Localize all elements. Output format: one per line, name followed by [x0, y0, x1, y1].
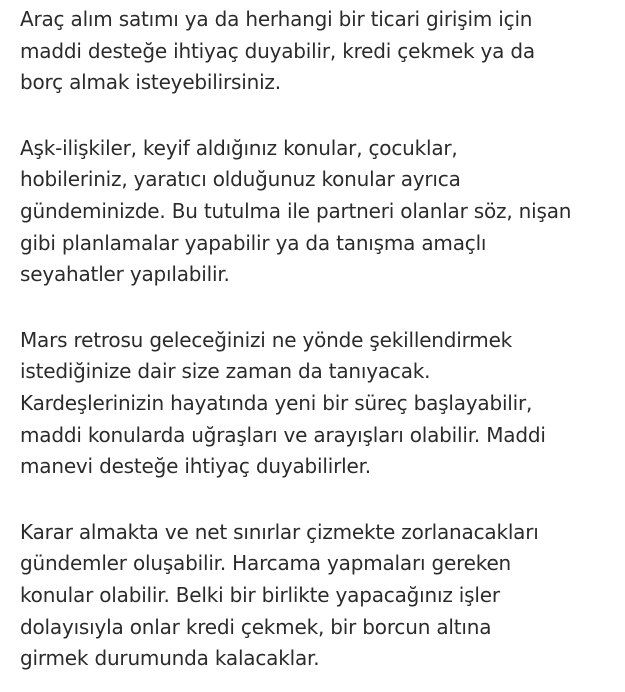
paragraph-love-relationships [20, 133, 605, 291]
text-line: manevi desteğe ihtiyaç duyabilirler. [20, 454, 371, 479]
text-line: seyahatler yapılabilir. [20, 262, 230, 287]
paragraph-financial-support [20, 4, 605, 99]
text-line: Karar almakta ve net sınırlar çizmekte zorlanacakları [20, 519, 539, 544]
text-line: borç almak isteyebilirsiniz. [20, 70, 281, 95]
text-line: girmek durumunda kalacaklar. [20, 646, 320, 671]
text-line: istediğinize dair size zaman da tanıyacak. [20, 359, 431, 384]
text-line: Kardeşlerinizin hayatında yeni bir süreç başlayabilir, [20, 390, 533, 415]
text-line: Araç alım satımı ya da herhangi bir ticari girişim için [20, 7, 533, 31]
text-line: gündeminizde. Bu tutulma ile partneri olanlar söz, nişan [20, 198, 572, 223]
paragraph-mars-retrograde [20, 325, 605, 483]
text-line: Mars retrosu geleceğinizi ne yönde şekillendirmek [20, 327, 513, 352]
text-line: Aşk-ilişkiler, keyif aldığınız konular, çocuklar, [20, 135, 458, 160]
paragraph-decisions [20, 517, 605, 675]
text-line: gündemler oluşabilir. Harcama yapmaları gereken [20, 551, 512, 576]
text-line: konular olabilir. Belki bir birlikte yapacağınız işler [20, 582, 500, 607]
text-line: gibi planlamalar yapabilir ya da tanışma amaçlı [20, 230, 487, 255]
text-line: dolayısıyla onlar kredi çekmek, bir borcun altına [20, 614, 492, 639]
text-line: maddi konularda uğraşları ve arayışları olabilir. Maddi [20, 422, 546, 447]
text-line: hobileriniz, yaratıcı olduğunuz konular ayrıca [20, 167, 461, 192]
text-line: maddi desteğe ihtiyaç duyabilir, kredi çekmek ya da [20, 38, 535, 63]
